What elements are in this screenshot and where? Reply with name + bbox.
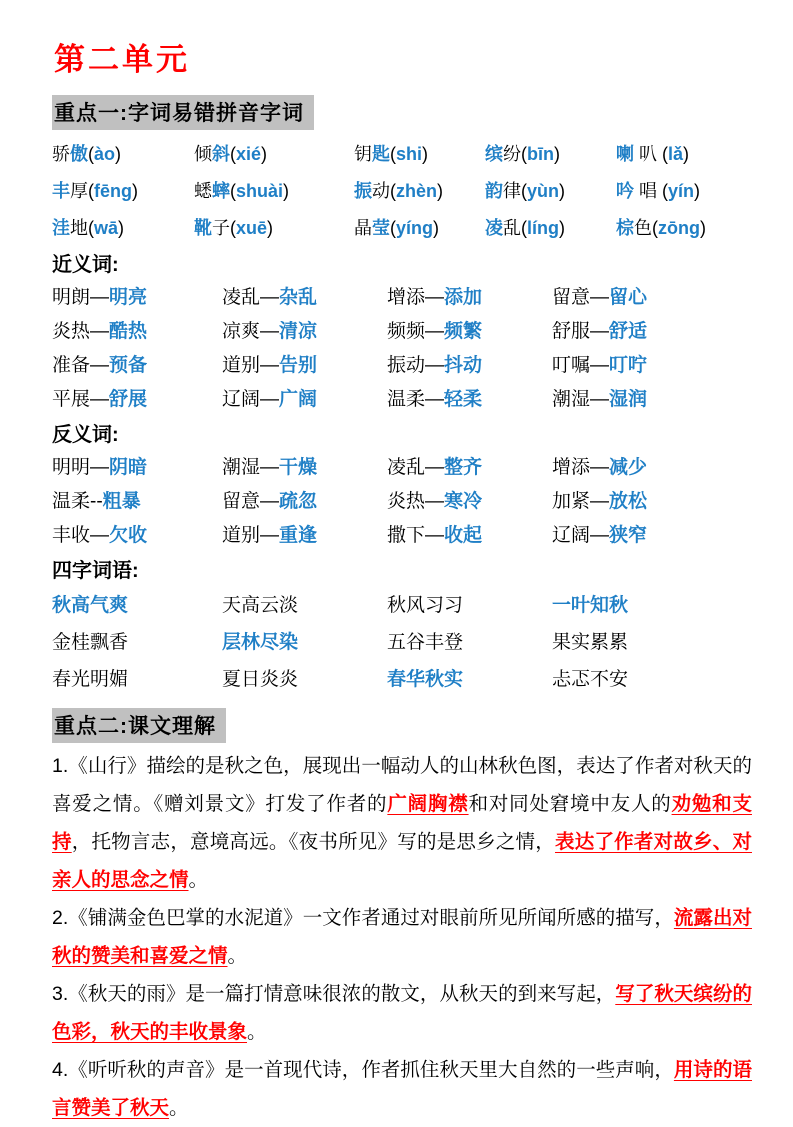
pinyin-word [485,210,616,247]
text-segment: 骄 [52,144,70,164]
text-segment: yùn [527,181,560,201]
text-segment: ) [433,218,440,238]
idiom [387,661,552,698]
text-segment: ) [261,144,268,164]
text-segment: 动 [372,181,390,201]
text-segment: ) [132,181,138,201]
unit-title: 第二单元 [54,42,190,77]
pinyin-word [616,173,749,210]
text-segment: 杂乱 [279,287,318,308]
text-segment: ( [521,181,527,201]
text-segment: ào [94,144,116,164]
synonym-pair [222,383,387,417]
text-segment: ，托物言志，意境高远。《夜书所见》写的是思乡之情， [71,831,555,853]
pinyin-word [354,136,485,173]
paragraph-1 [52,747,752,899]
idiom [387,624,552,661]
text-segment: 凌 [485,218,503,238]
antonym-pair [387,451,552,485]
text-segment: ( [390,144,396,164]
text-segment: 蟀 [212,181,230,201]
text-segment: 抖动 [444,355,483,376]
text-segment: 金桂飘香 [52,632,129,653]
text-segment: ( [88,181,94,201]
text-segment: yíng [396,218,434,238]
antonym-pair [222,519,387,553]
text-segment: 撒下— [387,525,445,546]
text-segment: 厚 [70,181,88,201]
text-segment: 忐忑不安 [552,669,629,690]
synonym-pair [52,315,222,349]
text-segment: 放松 [609,491,648,512]
text-segment: 一叶知秋 [552,595,629,616]
text-segment: 吟 [616,181,634,201]
synonym-pair [222,281,387,315]
text-segment: 广阔 [279,389,318,410]
text-segment: 频繁 [444,321,483,342]
text-segment: xuē [236,218,268,238]
text-segment: 写了秋天缤纷的色彩，秋天的丰收景象 [52,983,752,1043]
text-segment: 叭 [634,144,663,164]
text-segment: 振 [354,181,372,201]
text-segment: 酷热 [109,321,148,342]
text-segment: 留意— [222,491,280,512]
pinyin-word [52,136,194,173]
text-segment: 清凉 [279,321,318,342]
text-segment: ) [694,181,701,201]
text-segment: 广阔胸襟 [387,793,469,815]
text-segment: 韵 [485,181,503,201]
antonyms-label: 反义词: [52,424,119,446]
text-segment: ) [554,144,560,164]
text-segment: 蟋 [194,181,212,201]
text-segment: 平展— [52,389,110,410]
text-segment: 明明— [52,457,110,478]
text-segment: 增添— [552,457,610,478]
idiom [52,587,222,624]
antonym-pair [387,485,552,519]
idiom [222,661,387,698]
text-segment: 叮嘱— [552,355,610,376]
text-segment: 湿润 [609,389,648,410]
text-segment: 温柔— [387,389,445,410]
antonym-pair [552,485,749,519]
text-segment: 明亮 [109,287,148,308]
text-segment: 秋风习习 [387,595,464,616]
antonym-pair [52,519,222,553]
text-segment: 频频— [387,321,445,342]
synonym-pair [387,281,552,315]
text-segment: 明朗— [52,287,110,308]
text-segment: 告别 [279,355,318,376]
paragraph-3 [52,975,752,1051]
text-segment: 整齐 [444,457,483,478]
text-segment: ( [662,144,669,164]
paragraph-4 [52,1051,752,1127]
synonyms-table [52,281,749,417]
idiom [552,661,749,698]
text-segment: ( [230,144,236,164]
idiom [52,624,222,661]
text-segment: 1.《山行》描绘的是秋之色，展现出一幅动人的山林秋色图，表达了作者对秋天的喜爱之情。《赠刘景文》打发了作者的 [52,755,752,815]
text-segment: 添加 [444,287,483,308]
text-segment: 。 [247,1021,267,1043]
synonym-pair [222,315,387,349]
text-segment: ) [283,181,290,201]
text-segment: ( [88,218,94,238]
text-segment: 3.《秋天的雨》是一篇打情意味很浓的散文，从秋天的到来写起， [52,983,616,1005]
text-segment: 夏日炎炎 [222,669,299,690]
text-segment: 色 [634,218,652,238]
idioms-label: 四字词语: [52,560,139,582]
synonym-pair [222,349,387,383]
synonym-pair [552,281,749,315]
text-segment: 莹 [372,218,390,238]
pinyin-word [354,210,485,247]
text-segment: shuài [236,181,284,201]
text-segment: 傲 [70,144,88,164]
section2-header: 重点二:课文理解 [52,708,226,743]
text-segment: 倾 [194,144,212,164]
text-segment: 辽阔— [222,389,280,410]
text-segment: wā [94,218,119,238]
text-segment: 轻柔 [444,389,483,410]
text-segment: ) [267,218,274,238]
text-segment: yín [668,181,695,201]
text-segment: 潮湿— [552,389,610,410]
text-segment: 欠收 [109,525,148,546]
text-segment: 振动— [387,355,445,376]
antonyms-table [52,451,749,553]
text-segment: 。 [169,1097,189,1119]
text-segment: 纷 [503,144,521,164]
text-segment: 秋高气爽 [52,595,129,616]
text-segment: 和对同处窘境中友人的 [468,793,672,815]
text-segment: 劝勉和支持 [52,793,752,853]
pinyin-word [194,173,354,210]
text-segment: 凉爽— [222,321,280,342]
synonym-pair [387,315,552,349]
text-segment: 舒适 [609,321,648,342]
text-segment: 表达了作者对故乡、对亲人的思念之情 [52,831,752,891]
antonym-pair [387,519,552,553]
text-segment: 。 [227,945,248,967]
synonym-pair [52,281,222,315]
text-segment: bīn [527,144,554,164]
antonym-pair [52,451,222,485]
text-segment: 喇 [616,144,634,164]
text-segment: 准备— [52,355,110,376]
text-segment: 地 [70,218,88,238]
text-segment: 道别— [222,355,280,376]
text-segment: 棕 [616,218,634,238]
synonym-pair [387,383,552,417]
text-segment: ) [700,218,706,238]
synonym-pair [52,383,222,417]
text-segment: 律 [503,181,521,201]
pinyin-word [616,136,749,173]
pinyin-word [485,136,616,173]
text-segment: 潮湿— [222,457,280,478]
text-segment: ) [559,218,565,238]
text-segment: 子 [212,218,230,238]
text-segment: 缤 [485,144,503,164]
antonym-pair [552,451,749,485]
text-segment: 斜 [212,144,230,164]
pinyin-word [616,210,749,247]
text-segment: 凌乱— [387,457,445,478]
text-segment: 重逢 [279,525,318,546]
text-segment: 收起 [444,525,483,546]
idioms-table [52,587,749,698]
text-segment: 洼 [52,218,70,238]
idiom [387,587,552,624]
idiom [552,587,749,624]
text-segment: 春光明媚 [52,669,129,690]
idiom [52,661,222,698]
pinyin-word [354,173,485,210]
paragraph-2 [52,899,752,975]
idiom [552,624,749,661]
text-segment: 果实累累 [552,632,629,653]
text-segment: lǎ [668,144,684,164]
text-segment: ) [683,144,690,164]
text-segment: shi [396,144,423,164]
antonym-pair [222,451,387,485]
text-segment: 丰收— [52,525,110,546]
text-segment: 炎热— [387,491,445,512]
text-segment: ( [230,181,236,201]
text-segment: ) [115,144,122,164]
pinyin-word [194,210,354,247]
text-segment: 天高云淡 [222,595,299,616]
text-segment: ( [390,218,396,238]
text-segment: ) [422,144,429,164]
text-segment: 辽阔— [552,525,610,546]
text-comprehension [52,747,752,1127]
antonym-pair [52,485,222,519]
text-segment: 2.《铺满金色巴掌的水泥道》一文作者通过对眼前所见所闻所感的描写， [52,907,674,929]
text-segment: fēng [94,181,132,201]
text-segment: ( [662,181,669,201]
text-segment: 舒展 [109,389,148,410]
text-segment: ) [437,181,444,201]
text-segment: 层林尽染 [222,632,299,653]
text-segment: ( [521,218,527,238]
text-segment: 疏忽 [279,491,318,512]
text-segment: 凌乱— [222,287,280,308]
text-segment: 叮咛 [609,355,648,376]
pinyin-word [194,136,354,173]
text-segment: 干燥 [279,457,318,478]
synonym-pair [552,349,749,383]
text-segment: zōng [658,218,700,238]
antonym-pair [222,485,387,519]
text-segment: ) [118,218,125,238]
text-segment: ) [559,181,566,201]
text-segment: 寒冷 [444,491,483,512]
text-segment: 留意— [552,287,610,308]
synonyms-label: 近义词: [52,254,119,276]
text-segment: ( [390,181,396,201]
antonym-pair [552,519,749,553]
text-segment: 道别— [222,525,280,546]
text-segment: 唱 [634,181,663,201]
pinyin-word-table [52,136,749,247]
text-segment: ( [88,144,94,164]
synonym-pair [52,349,222,383]
text-segment: 晶 [354,218,372,238]
text-segment: 流露出对秋的赞美和喜爱之情 [52,907,752,967]
text-segment: 丰 [52,181,70,201]
text-segment: zhèn [396,181,438,201]
synonym-pair [552,383,749,417]
text-segment: ( [230,218,236,238]
text-segment: 靴 [194,218,212,238]
text-segment: 乱 [503,218,521,238]
text-segment: 匙 [372,144,390,164]
text-segment: 舒服— [552,321,610,342]
text-segment: 春华秋实 [387,669,464,690]
text-segment: 增添— [387,287,445,308]
text-segment: 加紧— [552,491,610,512]
synonym-pair [552,315,749,349]
text-segment: 狭窄 [609,525,648,546]
synonym-pair [387,349,552,383]
pinyin-word [52,210,194,247]
idiom [222,587,387,624]
text-segment: 减少 [609,457,648,478]
text-segment: 4.《听听秋的声音》是一首现代诗，作者抓住秋天里大自然的一些声响， [52,1059,674,1081]
text-segment: 温柔-- [52,491,103,512]
text-segment: ( [652,218,658,238]
pinyin-word [485,173,616,210]
text-segment: 五谷丰登 [387,632,464,653]
text-segment: 粗暴 [102,491,141,512]
section1-header: 重点一:字词易错拼音字词 [52,95,314,130]
text-segment: 留心 [609,287,648,308]
text-segment: 钥 [354,144,372,164]
text-segment: 预备 [109,355,148,376]
text-segment: 。 [188,869,209,891]
text-segment: 用诗的语言赞美了秋天 [52,1059,752,1119]
text-segment: ( [521,144,527,164]
pinyin-word [52,173,194,210]
idiom [222,624,387,661]
text-segment: 炎热— [52,321,110,342]
text-segment: 阴暗 [109,457,148,478]
text-segment: xié [236,144,262,164]
text-segment: líng [527,218,559,238]
